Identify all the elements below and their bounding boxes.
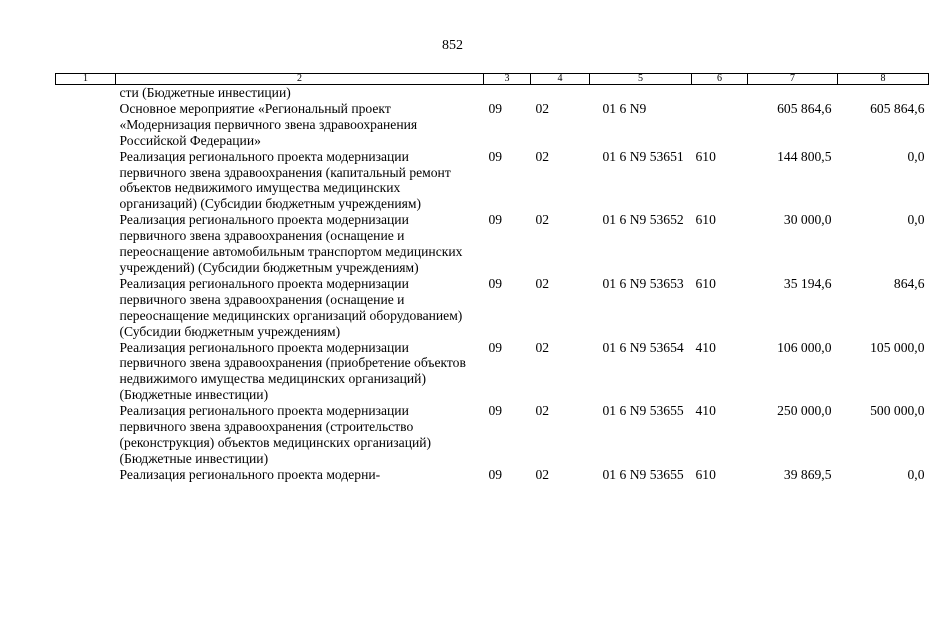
row-name: Реализация регионального проекта модернизации первичного звена здравоохранения (оснащение и переоснащение автомобильным транспортом медицинских учреждений) (Субсидии бюджетным учреждениям) [119, 212, 463, 275]
row-name: Реализация регионального проекта модернизации первичного звена здравоохранения (оснащение и переоснащение медицинских организаций оборудованием) (Субсидии бюджетным учреждениям) [119, 275, 463, 339]
row-section: 09 [488, 212, 503, 228]
row-name: Реализация регионального проекта модерни- [119, 466, 381, 482]
row-subsection: 02 [535, 275, 550, 291]
row-amount-year1: 605 864,6 [777, 100, 832, 116]
row-target-article: 01 6 N9 53652 [602, 212, 684, 228]
row-amount-year2: 0,0 [907, 466, 925, 482]
row-expense-type: 610 [695, 212, 716, 228]
table-row [56, 467, 929, 483]
table-row [56, 403, 929, 467]
row-subsection: 02 [535, 339, 550, 355]
table-row [56, 276, 929, 340]
row-amount-year2 [838, 85, 929, 101]
table-row [56, 101, 929, 149]
row-amount-year1: 106 000,0 [777, 339, 832, 355]
row-target-article: 01 6 N9 53655 [602, 403, 684, 419]
row-subsection [531, 85, 590, 101]
row-target-article: 01 6 N9 53655 [602, 466, 684, 482]
row-name: Основное мероприятие «Региональный проект «Модернизация первичного звена здравоохранения Российской Федерации» [119, 100, 418, 148]
row-amount-year1: 35 194,6 [783, 275, 832, 291]
row-amount-year2: 0,0 [907, 148, 925, 164]
table-row [56, 85, 929, 101]
row-expense-type: 610 [695, 148, 716, 164]
row-amount-year2: 605 864,6 [870, 100, 925, 116]
row-section: 09 [488, 403, 503, 419]
row-subsection: 02 [535, 466, 550, 482]
row-target-article: 01 6 N9 53651 [602, 148, 684, 164]
table-header-row [56, 74, 929, 85]
row-target-article: 01 6 N9 53654 [602, 339, 684, 355]
row-amount-year2: 500 000,0 [870, 403, 925, 419]
column-header-8: 8 [838, 74, 929, 85]
row-section [484, 85, 531, 101]
row-name: Реализация регионального проекта модернизации первичного звена здравоохранения (приобретение объектов недвижимого имущества медицинских организаций) (Бюджетные инвестиции) [119, 339, 466, 403]
column-header-6: 6 [692, 74, 748, 85]
row-amount-year2: 0,0 [907, 212, 925, 228]
row-amount-year1: 39 869,5 [783, 466, 832, 482]
row-section: 09 [488, 148, 503, 164]
row-expense-type [692, 101, 748, 149]
row-name: сти (Бюджетные инвестиции) [119, 85, 291, 100]
row-subsection: 02 [535, 100, 550, 116]
column-header-1: 1 [56, 74, 116, 85]
row-expense-type: 410 [695, 339, 716, 355]
column-header-4: 4 [531, 74, 590, 85]
column-header-3: 3 [484, 74, 531, 85]
row-amount-year1: 144 800,5 [777, 148, 832, 164]
table-row [56, 212, 929, 276]
row-expense-type: 410 [695, 403, 716, 419]
row-name: Реализация регионального проекта модернизации первичного звена здравоохранения (капитальный ремонт объектов недвижимого имущества медицинских организаций) (Субсидии бюджетным учреждениям) [119, 148, 451, 212]
budget-table [55, 73, 929, 483]
table-row [56, 149, 929, 213]
row-section: 09 [488, 100, 503, 116]
row-amount-year1: 30 000,0 [783, 212, 832, 228]
row-subsection: 02 [535, 148, 550, 164]
row-name: Реализация регионального проекта модернизации первичного звена здравоохранения (строительство (реконструкция) объектов медицинских организаций) (Бюджетные инвестиции) [119, 403, 432, 466]
column-header-2: 2 [116, 74, 484, 85]
row-amount-year1 [748, 85, 838, 101]
table-row [56, 340, 929, 404]
row-amount-year2: 105 000,0 [870, 339, 925, 355]
row-subsection: 02 [535, 403, 550, 419]
column-header-5: 5 [590, 74, 692, 85]
row-section: 09 [488, 339, 503, 355]
row-target-article: 01 6 N9 [602, 100, 647, 116]
row-expense-type [692, 85, 748, 101]
row-expense-type: 610 [695, 466, 716, 482]
row-amount-year2: 864,6 [893, 275, 925, 291]
row-target-article [590, 85, 692, 101]
column-header-7: 7 [748, 74, 838, 85]
row-subsection: 02 [535, 212, 550, 228]
row-expense-type: 610 [695, 275, 716, 291]
page-number: 852 [442, 38, 463, 53]
row-target-article: 01 6 N9 53653 [602, 275, 684, 291]
row-section: 09 [488, 275, 503, 291]
row-amount-year1: 250 000,0 [777, 403, 832, 419]
row-section: 09 [488, 466, 503, 482]
